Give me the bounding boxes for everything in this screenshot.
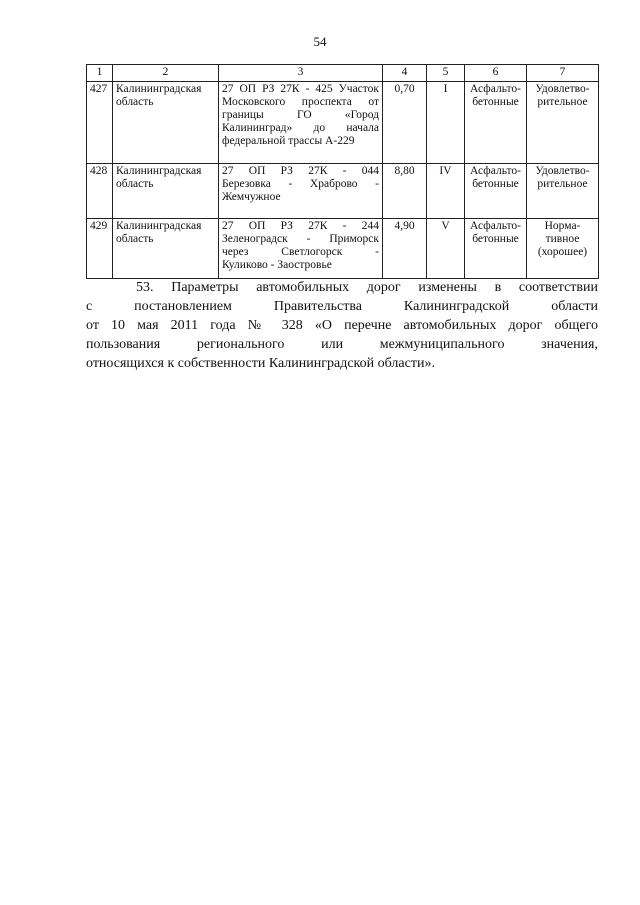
category-cell: V: [427, 219, 465, 279]
region-line: Калининградская: [116, 165, 202, 177]
region-line: Калининградская: [116, 83, 202, 95]
description-line: Жемчужное: [222, 191, 281, 203]
table-header-row: [87, 65, 599, 82]
table-row: [87, 82, 599, 164]
description-line: Зеленоградск - Приморск: [222, 233, 379, 245]
page-number: 54: [313, 34, 327, 49]
column-header: 5: [427, 65, 465, 82]
description-line: 27 ОП РЗ 27К - 244: [222, 220, 379, 232]
length-cell: 8,80: [383, 164, 427, 219]
state-cell: [527, 82, 599, 164]
region-line: область: [116, 233, 154, 245]
column-header: 3: [219, 65, 383, 82]
state-line: тивное: [545, 233, 580, 245]
coverage-cell: [465, 219, 527, 279]
coverage-cell: [465, 164, 527, 219]
paragraph-line: относящихся к собственности Калининградской области».: [86, 356, 435, 371]
paragraph-line: от 10 мая 2011 года № 328 «О перечне автомобильных дорог общего: [86, 318, 598, 333]
category-cell: IV: [427, 164, 465, 219]
row-number: 429: [87, 219, 113, 279]
coverage-line: Асфальто-: [470, 83, 521, 95]
region-line: область: [116, 96, 154, 108]
road-description-cell: [219, 219, 383, 279]
column-header: 7: [527, 65, 599, 82]
category-cell: I: [427, 82, 465, 164]
state-line: Удовлетво-: [535, 83, 590, 95]
state-cell: [527, 164, 599, 219]
coverage-line: Асфальто-: [470, 220, 521, 232]
row-number: 427: [87, 82, 113, 164]
region-line: Калининградская: [116, 220, 202, 232]
table-row: [87, 164, 599, 219]
region-cell: [113, 219, 219, 279]
roads-table: [86, 64, 599, 279]
state-line: рительное: [537, 178, 588, 190]
description-line: Калининград» до начала: [222, 122, 379, 134]
description-line: федеральной трассы А-229: [222, 135, 355, 147]
paragraph-line: 53. Параметры автомобильных дорог изменены в соответствии: [136, 280, 598, 295]
description-line: 27 ОП РЗ 27К - 044: [222, 165, 379, 177]
table-row: [87, 219, 599, 279]
column-header: 2: [113, 65, 219, 82]
road-description-cell: [219, 82, 383, 164]
description-line: границы ГО «Город: [222, 109, 379, 121]
column-header: 4: [383, 65, 427, 82]
region-line: область: [116, 178, 154, 190]
length-cell: 4,90: [383, 219, 427, 279]
paragraph-line: пользования регионального или межмуниципального значения,: [86, 337, 598, 352]
description-line: 27 ОП РЗ 27К - 425 Участок: [222, 83, 379, 95]
amendment-paragraph: [86, 278, 598, 373]
description-line: Московского проспекта от: [222, 96, 379, 108]
coverage-cell: [465, 82, 527, 164]
paragraph-line: с постановлением Правительства Калининградской области: [86, 299, 598, 314]
state-line: (хорошее): [537, 246, 588, 258]
coverage-line: бетонные: [472, 96, 519, 108]
coverage-line: Асфальто-: [470, 165, 521, 177]
state-cell: [527, 219, 599, 279]
state-line: Удовлетво-: [535, 165, 590, 177]
description-line: Березовка - Храброво -: [222, 178, 379, 190]
region-cell: [113, 82, 219, 164]
description-line: через Светлогорск -: [222, 246, 379, 258]
coverage-line: бетонные: [472, 178, 519, 190]
state-line: Норма-: [544, 220, 581, 232]
column-header: 6: [465, 65, 527, 82]
column-header: 1: [87, 65, 113, 82]
row-number: 428: [87, 164, 113, 219]
region-cell: [113, 164, 219, 219]
road-description-cell: [219, 164, 383, 219]
coverage-line: бетонные: [472, 233, 519, 245]
state-line: рительное: [537, 96, 588, 108]
length-cell: 0,70: [383, 82, 427, 164]
description-line: Куликово - Заостровье: [222, 259, 332, 271]
